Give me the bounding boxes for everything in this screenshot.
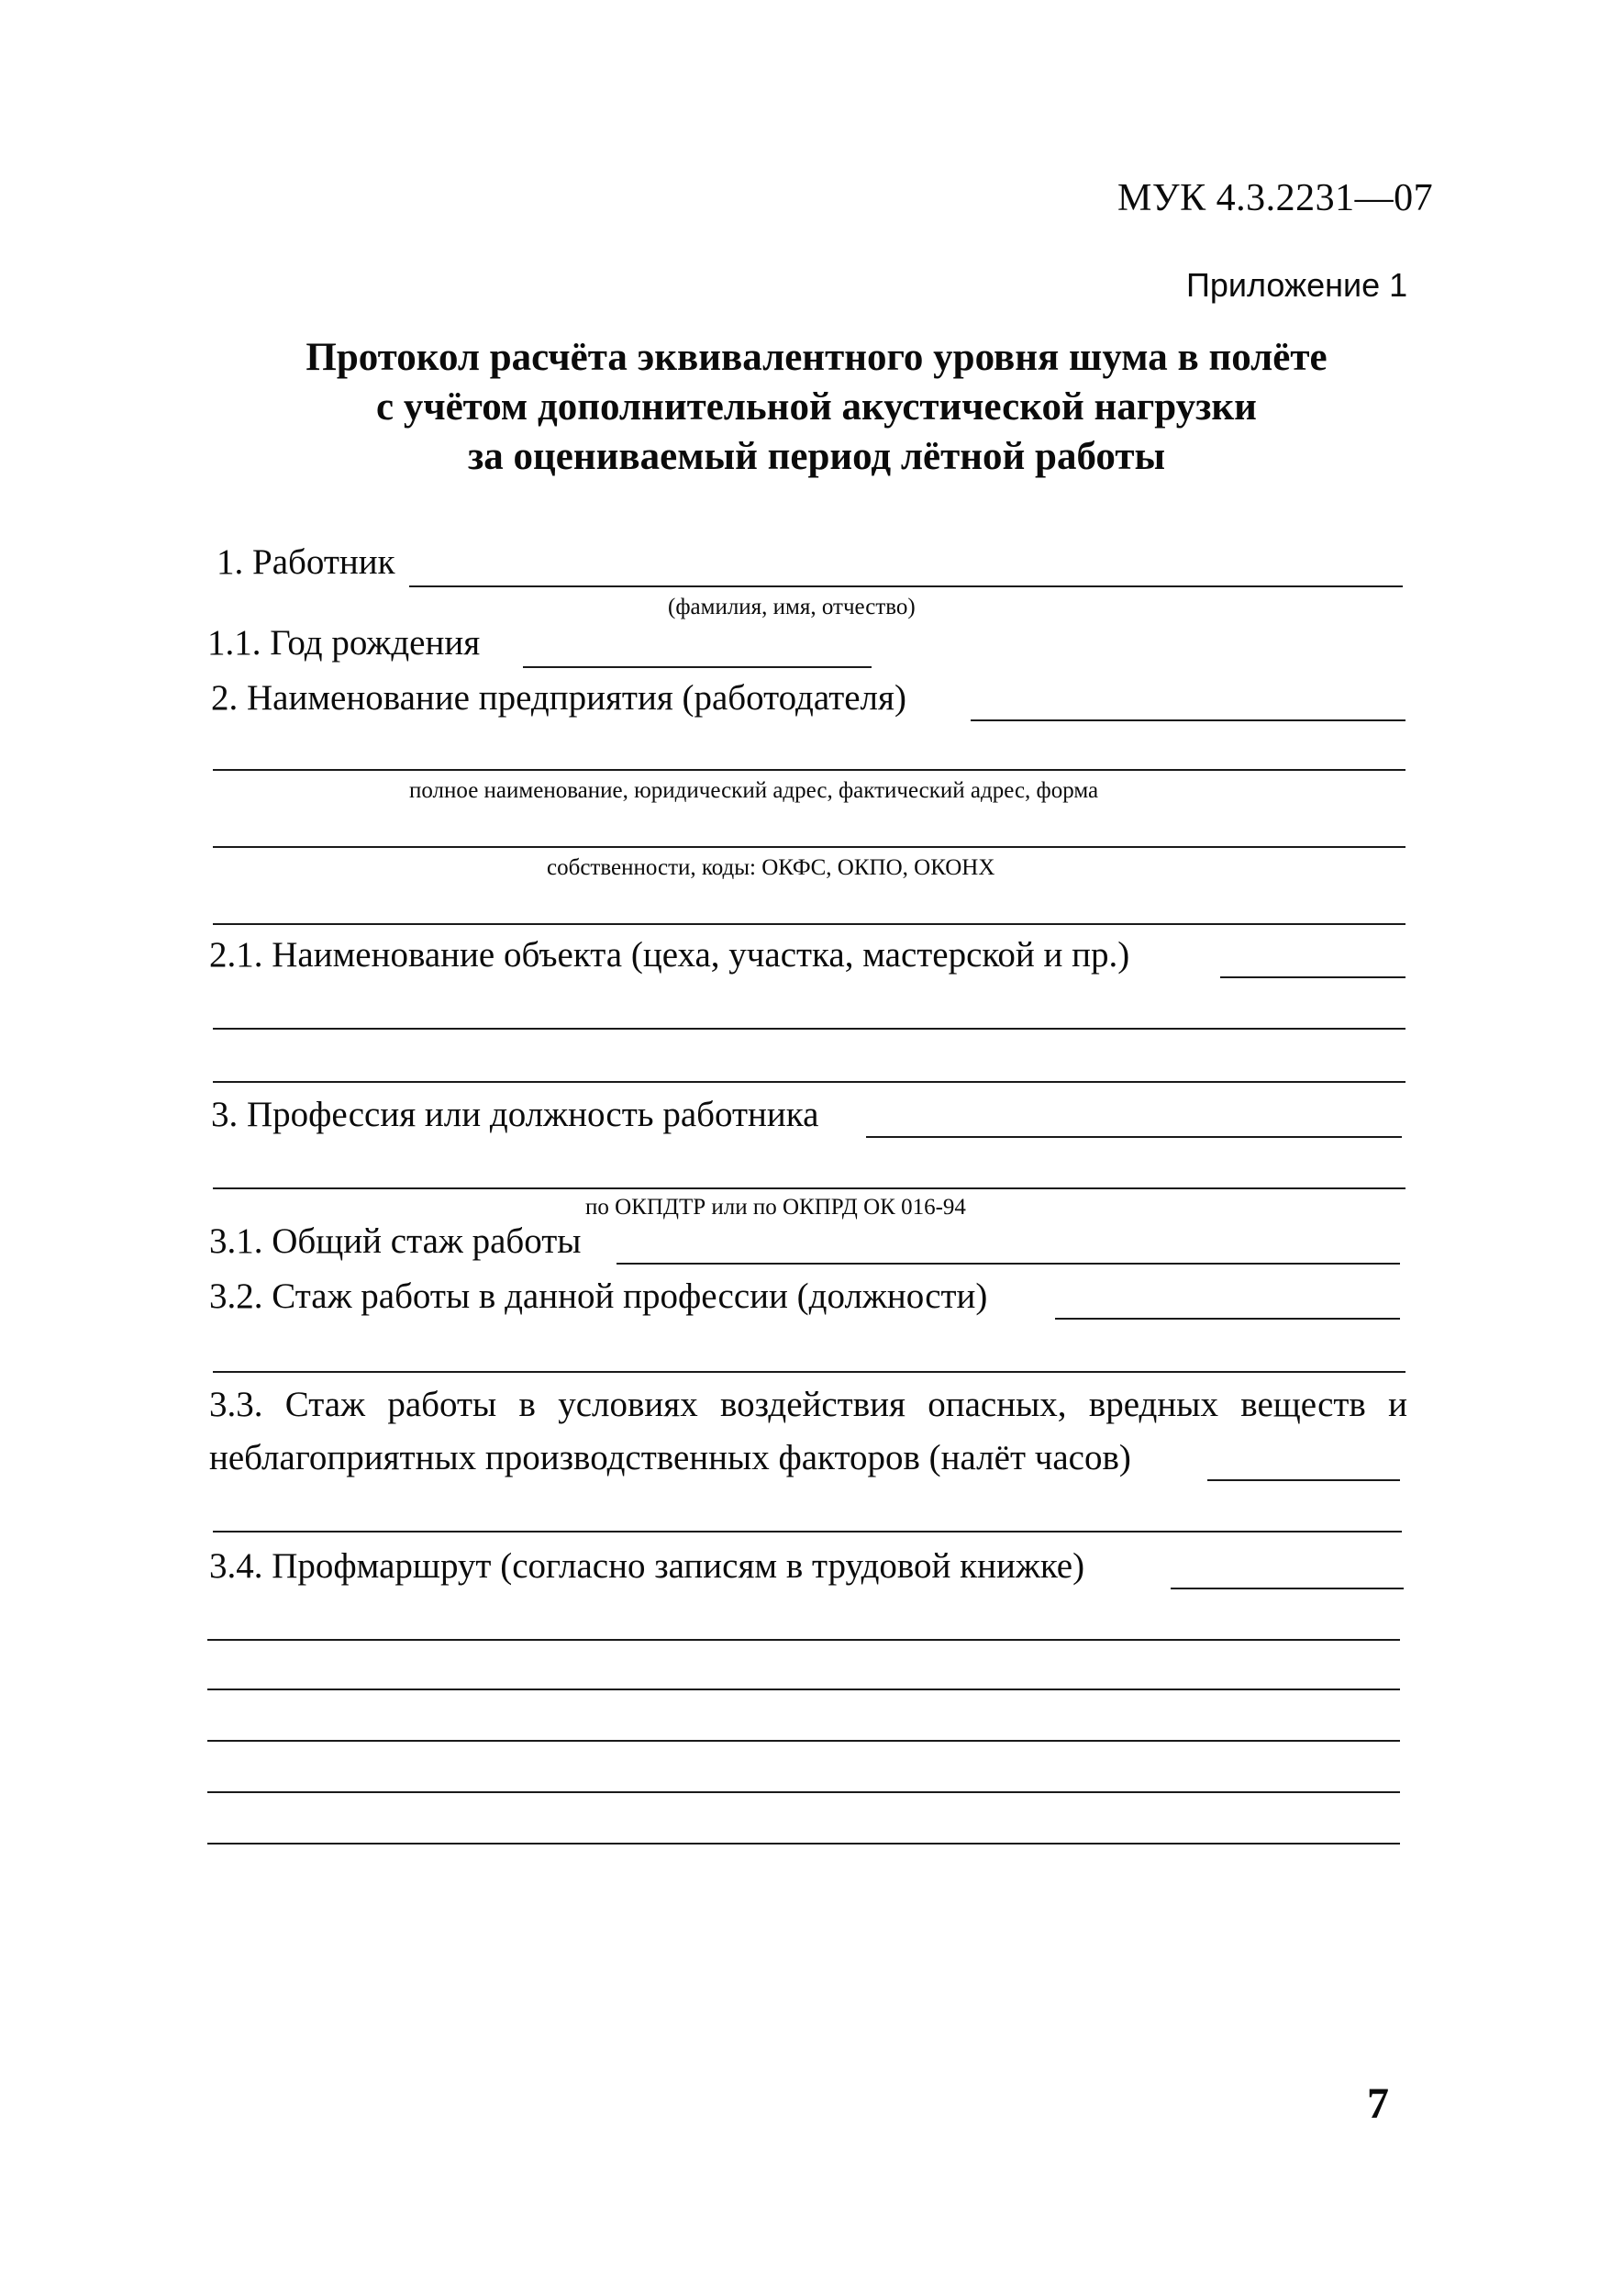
field-hazard-experience-label-2: неблагоприятных производственных факторов (налёт часов) <box>209 1438 1131 1477</box>
hazard-experience-fill-line[interactable] <box>1207 1479 1400 1481</box>
employer-line-4[interactable] <box>213 923 1405 925</box>
profession-fill-line[interactable] <box>866 1136 1402 1138</box>
employer-fill-line[interactable] <box>971 719 1405 721</box>
field-career-route-label: 3.4. Профмаршрут (согласно записям в трудовой книжке) <box>209 1546 1085 1586</box>
field-employer-label: 2. Наименование предприятия (работодателя) <box>211 678 906 718</box>
field-worker-label: 1. Работник <box>217 542 395 582</box>
object-fill-line[interactable] <box>1220 976 1405 978</box>
birth-year-fill-line[interactable] <box>523 666 872 668</box>
career-route-line-2[interactable] <box>207 1639 1400 1641</box>
profession-experience-line-2[interactable] <box>213 1371 1405 1373</box>
career-route-line-4[interactable] <box>207 1740 1400 1742</box>
title-line-3: за оцениваемый период лётной работы <box>467 435 1166 478</box>
employer-line-2[interactable] <box>213 769 1405 771</box>
field-total-experience-label: 3.1. Общий стаж работы <box>209 1221 582 1261</box>
career-route-line-5[interactable] <box>207 1791 1400 1793</box>
field-profession-label: 3. Профессия или должность работника <box>211 1095 819 1134</box>
field-object-label: 2.1. Наименование объекта (цеха, участка, мастерской и пр.) <box>209 935 1130 975</box>
career-route-line-6[interactable] <box>207 1843 1400 1845</box>
field-hazard-experience-label-1: 3.3. Стаж работы в условиях воздействия опасных, вредных веществ и <box>209 1385 1407 1424</box>
worker-hint: (фамилия, имя, отчество) <box>668 595 916 619</box>
profession-experience-fill-line[interactable] <box>1055 1318 1400 1320</box>
document-code: МУК 4.3.2231—07 <box>1117 177 1434 219</box>
field-birth-year-label: 1.1. Год рождения <box>207 623 481 663</box>
employer-hint-2: собственности, коды: ОКФС, ОКПО, ОКОНХ <box>547 855 995 880</box>
total-experience-fill-line[interactable] <box>617 1263 1400 1265</box>
object-line-3[interactable] <box>213 1081 1405 1083</box>
profession-hint: по ОКПДТР или по ОКПРД ОК 016-94 <box>585 1195 966 1220</box>
object-line-2[interactable] <box>213 1028 1405 1030</box>
profession-line-2[interactable] <box>213 1187 1405 1189</box>
career-route-line-3[interactable] <box>207 1689 1400 1690</box>
career-route-fill-line[interactable] <box>1171 1588 1404 1589</box>
title-line-2: с учётом дополнительной акустической нагрузки <box>376 385 1257 429</box>
appendix-label: Приложение 1 <box>1186 266 1408 304</box>
page-number: 7 <box>1367 2079 1389 2128</box>
worker-fill-line[interactable] <box>409 585 1403 587</box>
hazard-experience-line-2[interactable] <box>213 1531 1402 1533</box>
field-profession-experience-label: 3.2. Стаж работы в данной профессии (должности) <box>209 1276 988 1316</box>
title-line-1: Протокол расчёта эквивалентного уровня шума в полёте <box>306 336 1328 379</box>
employer-line-3[interactable] <box>213 846 1405 848</box>
employer-hint-1: полное наименование, юридический адрес, фактический адрес, форма <box>409 778 1099 803</box>
